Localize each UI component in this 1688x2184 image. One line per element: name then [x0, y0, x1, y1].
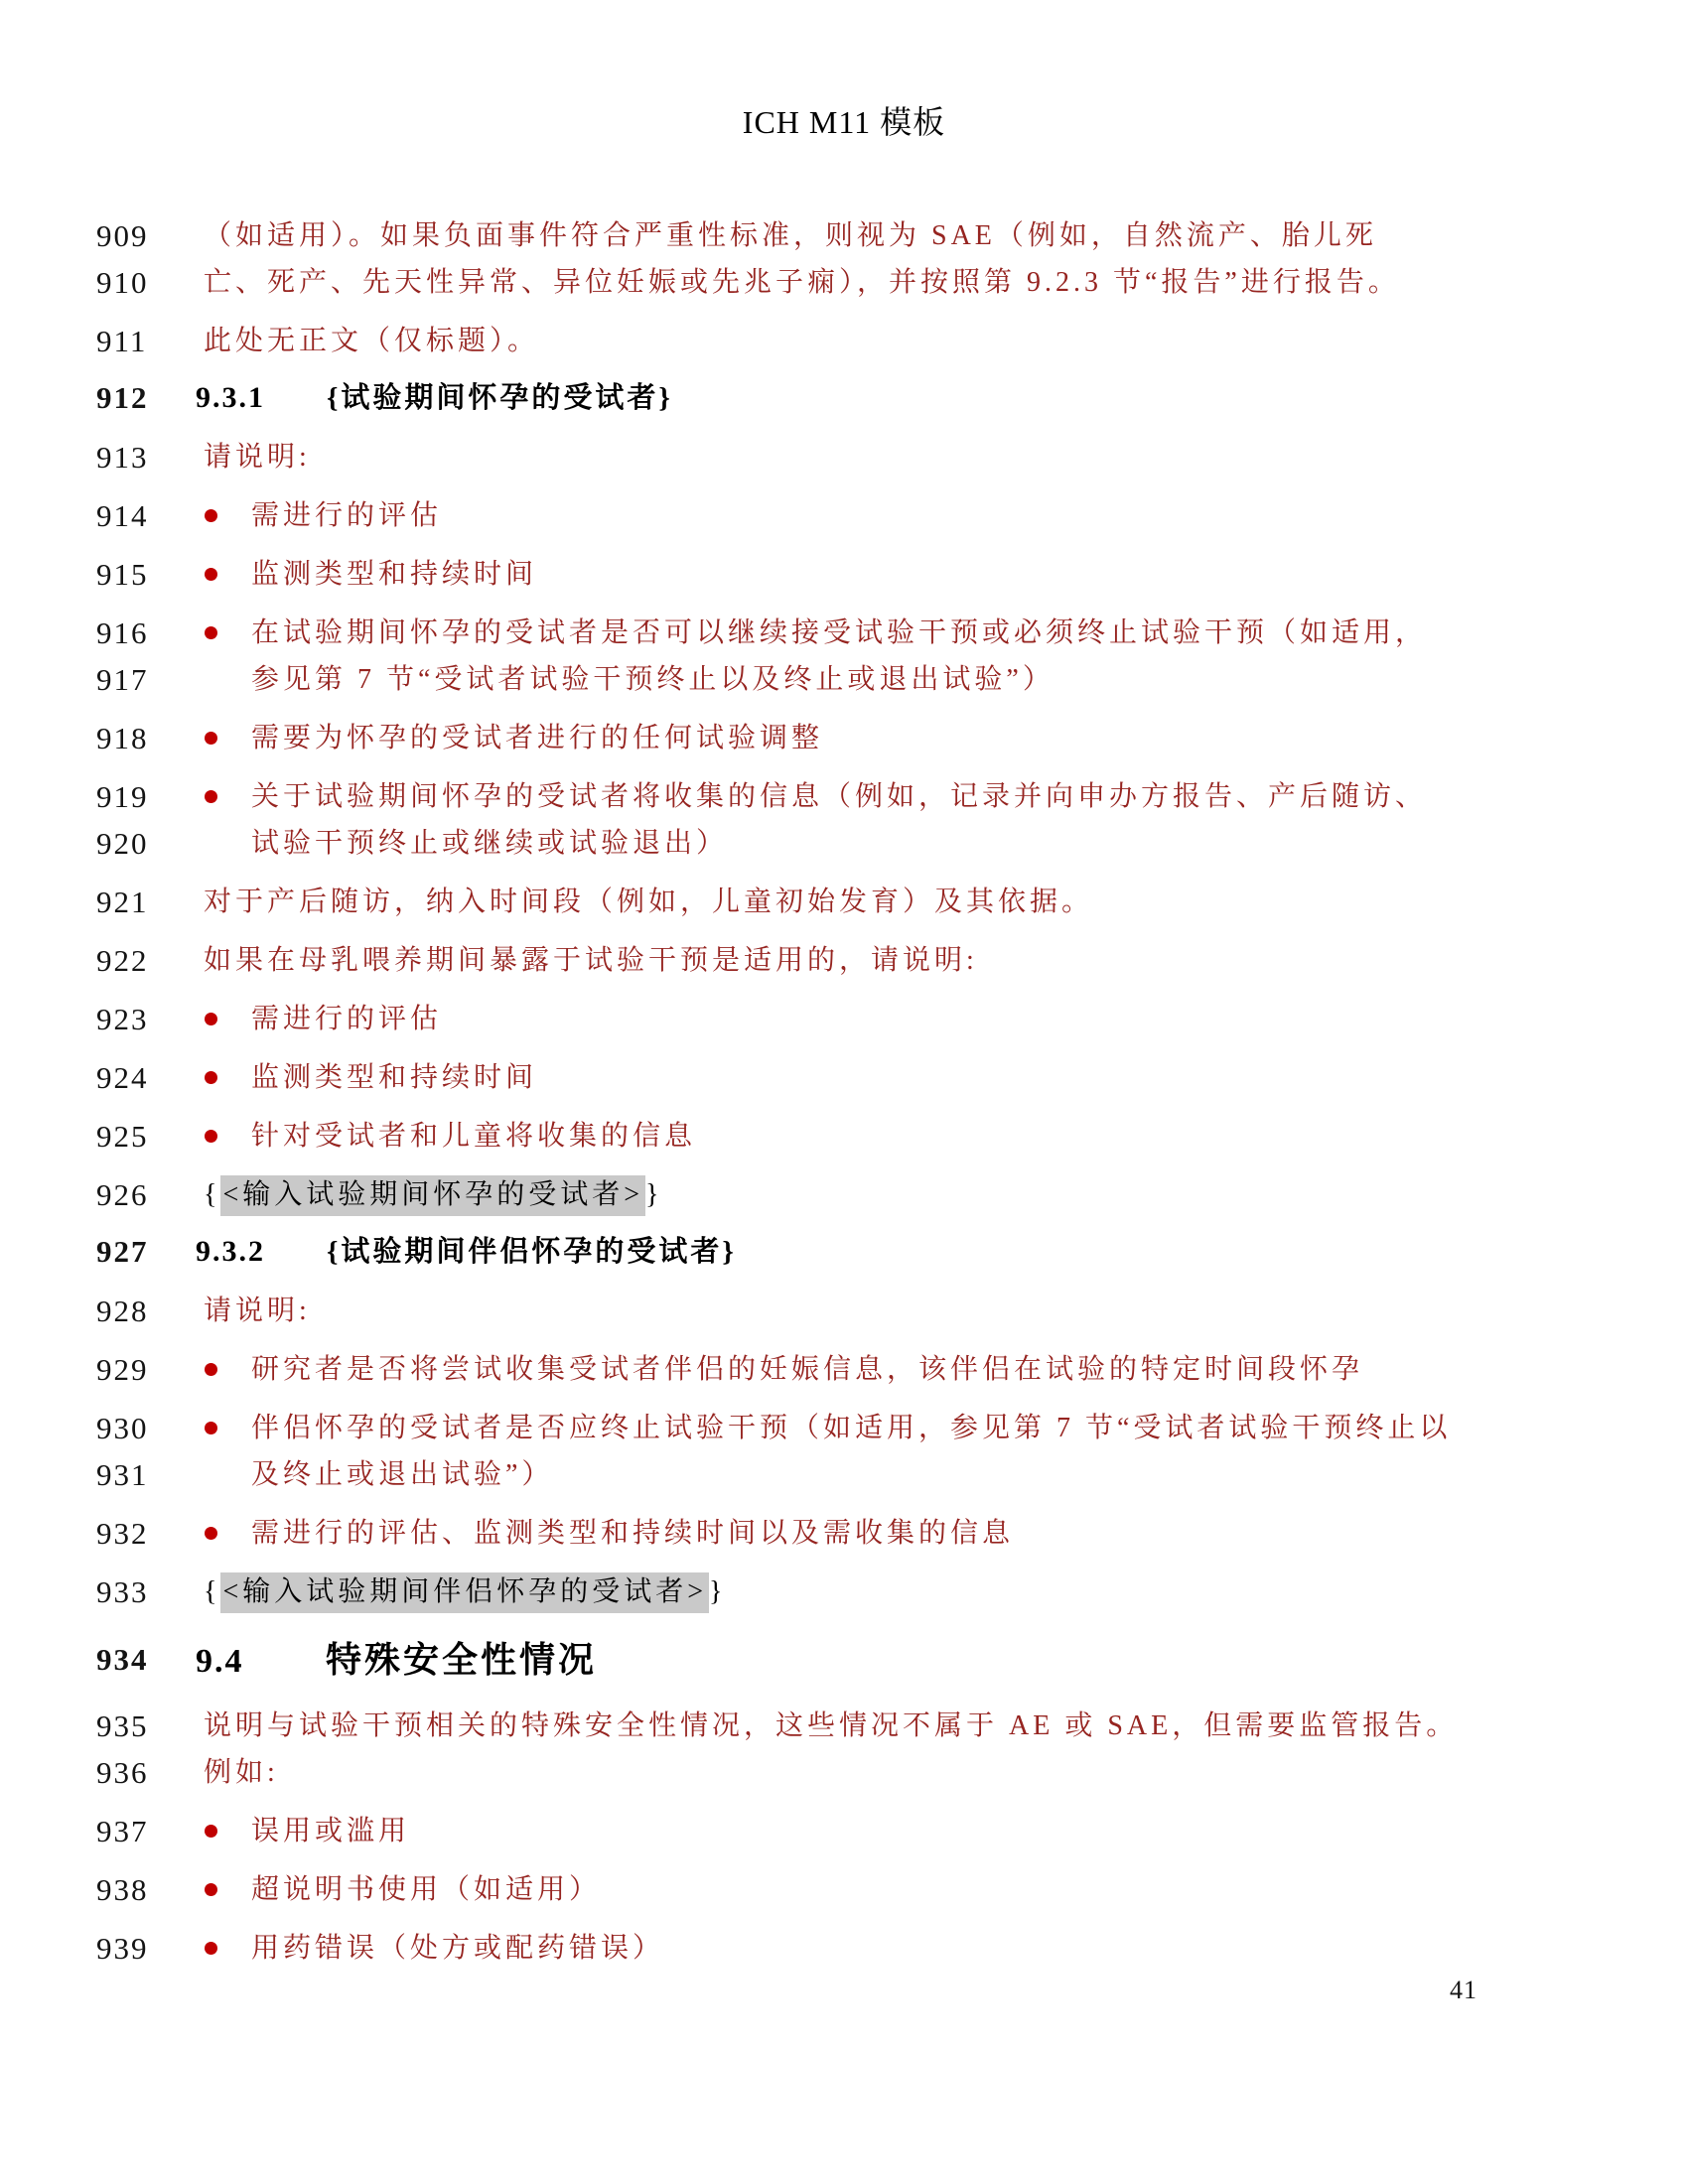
line-number: 924 — [96, 1060, 149, 1095]
section-number: 9.4 — [196, 1643, 244, 1680]
section-title: {试验期间伴侣怀孕的受试者} — [327, 1236, 737, 1268]
line-text: 对于产后随访，纳入时间段（例如，儿童初始发育）及其依据。 — [204, 887, 1094, 917]
line-text: 说明与试验干预相关的特殊安全性情况，这些情况不属于 AE 或 SAE，但需要监管报告。 — [204, 1710, 1459, 1741]
line-text: 请说明: — [204, 1296, 311, 1326]
line-text: 针对受试者和儿童将收集的信息 — [251, 1121, 697, 1152]
section-title: 特殊安全性情况 — [326, 1640, 598, 1680]
line-text: 监测类型和持续时间 — [251, 1062, 538, 1093]
line-number: 911 — [96, 324, 148, 358]
line-text: 例如: — [204, 1757, 279, 1788]
line-915-bullet-item — [0, 551, 1688, 598]
bullet-icon — [205, 1130, 217, 1143]
line-number: 937 — [96, 1814, 149, 1848]
line-text: 试验干预终止或继续或试验退出） — [251, 828, 729, 859]
line-919-bullet-item — [0, 773, 1688, 820]
line-text: 用药错误（处方或配药错误） — [251, 1933, 665, 1964]
line-number: 913 — [96, 440, 149, 475]
line-text: 超说明书使用（如适用） — [251, 1874, 602, 1905]
line-931 — [0, 1451, 1688, 1498]
bullet-icon — [205, 568, 217, 581]
line-text: 需进行的评估 — [251, 500, 443, 531]
line-928 — [0, 1288, 1688, 1334]
line-number: 918 — [96, 721, 149, 755]
bullet-icon — [205, 790, 217, 803]
line-912-section-heading — [0, 374, 1688, 422]
section-number: 9.3.2 — [196, 1235, 265, 1268]
line-number: 920 — [96, 826, 149, 861]
line-927-section-heading — [0, 1228, 1688, 1276]
line-916-bullet-item — [0, 610, 1688, 656]
line-922 — [0, 937, 1688, 984]
line-909 — [0, 212, 1688, 259]
line-text: 关于试验期间怀孕的受试者将收集的信息（例如，记录并向申办方报告、产后随访、 — [251, 781, 1428, 812]
highlighted-input-field: <输入试验期间伴侣怀孕的受试者> — [220, 1572, 709, 1613]
line-number: 935 — [96, 1708, 149, 1743]
line-number: 922 — [96, 943, 149, 978]
line-918-bullet-item — [0, 715, 1688, 761]
section-title: {试验期间怀孕的受试者} — [327, 382, 673, 414]
line-920 — [0, 820, 1688, 867]
bullet-icon — [205, 1071, 217, 1084]
bullet-icon — [205, 732, 217, 745]
line-number: 933 — [96, 1574, 149, 1609]
line-number: 921 — [96, 885, 149, 919]
document-body — [0, 201, 1688, 1972]
close-brace: } — [645, 1179, 663, 1210]
line-937-bullet-item — [0, 1808, 1688, 1854]
bullet-icon — [205, 1527, 217, 1540]
line-text: 请说明: — [204, 442, 311, 473]
line-933-input-placeholder — [0, 1569, 1688, 1615]
line-930-bullet-item — [0, 1405, 1688, 1451]
line-923-bullet-item — [0, 996, 1688, 1042]
open-brace: { — [204, 1576, 221, 1607]
line-text: 误用或滥用 — [251, 1816, 411, 1846]
line-text: 研究者是否将尝试收集受试者伴侣的妊娠信息，该伴侣在试验的特定时间段怀孕 — [251, 1354, 1364, 1385]
open-brace: { — [204, 1179, 221, 1210]
line-936 — [0, 1749, 1688, 1796]
line-number: 915 — [96, 557, 149, 592]
bullet-icon — [205, 1363, 217, 1376]
line-number: 919 — [96, 779, 149, 814]
line-text: 监测类型和持续时间 — [251, 559, 538, 590]
line-number: 929 — [96, 1352, 149, 1387]
line-number: 917 — [96, 662, 149, 697]
line-938-bullet-item — [0, 1866, 1688, 1913]
line-925-bullet-item — [0, 1113, 1688, 1160]
section-number: 9.3.1 — [196, 381, 265, 414]
line-number: 926 — [96, 1177, 149, 1212]
line-text: （如适用）。如果负面事件符合严重性标准，则视为 SAE（例如，自然流产、胎儿死 — [204, 220, 1377, 251]
line-917 — [0, 656, 1688, 703]
line-913 — [0, 434, 1688, 480]
line-number: 914 — [96, 498, 149, 533]
line-number: 925 — [96, 1119, 149, 1154]
line-text: 及终止或退出试验”） — [251, 1459, 554, 1490]
line-text: 需进行的评估 — [251, 1004, 443, 1034]
line-932-bullet-item — [0, 1510, 1688, 1557]
line-number: 928 — [96, 1294, 149, 1328]
line-text: 在试验期间怀孕的受试者是否可以继续接受试验干预或必须终止试验干预（如适用， — [251, 617, 1428, 648]
line-number: 938 — [96, 1872, 149, 1907]
line-number: 936 — [96, 1755, 149, 1790]
line-934-section-heading — [0, 1633, 1688, 1691]
line-926-input-placeholder — [0, 1171, 1688, 1218]
line-number: 934 — [96, 1642, 149, 1677]
line-text: 伴侣怀孕的受试者是否应终止试验干预（如适用，参见第 7 节“受试者试验干预终止以 — [251, 1413, 1452, 1443]
line-921 — [0, 879, 1688, 925]
line-number: 923 — [96, 1002, 149, 1036]
line-935 — [0, 1703, 1688, 1749]
bullet-icon — [205, 1883, 217, 1896]
line-number: 910 — [96, 265, 149, 300]
line-number: 930 — [96, 1411, 149, 1445]
line-number: 916 — [96, 615, 149, 650]
bullet-icon — [205, 1825, 217, 1838]
page-number: 41 — [1450, 1976, 1477, 2004]
close-brace: } — [709, 1576, 727, 1607]
bullet-icon — [205, 509, 217, 522]
document-header-title: ICH M11 模板 — [742, 104, 946, 140]
line-939-bullet-item — [0, 1925, 1688, 1972]
line-924-bullet-item — [0, 1054, 1688, 1101]
line-text: 此处无正文（仅标题）。 — [204, 326, 540, 356]
bullet-icon — [205, 1422, 217, 1434]
line-929-bullet-item — [0, 1346, 1688, 1393]
line-text: 需要为怀孕的受试者进行的任何试验调整 — [251, 723, 824, 753]
line-number: 931 — [96, 1457, 149, 1492]
line-number: 932 — [96, 1516, 149, 1551]
bullet-icon — [205, 626, 217, 639]
line-number: 912 — [96, 380, 149, 415]
line-914-bullet-item — [0, 492, 1688, 539]
line-number: 909 — [96, 218, 149, 253]
line-911 — [0, 318, 1688, 364]
line-910 — [0, 259, 1688, 306]
bullet-icon — [205, 1013, 217, 1025]
line-text: 亡、死产、先天性异常、异位妊娠或先兆子痫），并按照第 9.2.3 节“报告”进行报告。 — [204, 267, 1400, 298]
line-number: 927 — [96, 1234, 149, 1269]
bullet-icon — [205, 1942, 217, 1955]
line-text: 需进行的评估、监测类型和持续时间以及需收集的信息 — [251, 1518, 1015, 1549]
highlighted-input-field: <输入试验期间怀孕的受试者> — [220, 1175, 645, 1216]
line-text: 如果在母乳喂养期间暴露于试验干预是适用的，请说明: — [204, 945, 978, 976]
line-number: 939 — [96, 1931, 149, 1966]
line-text: 参见第 7 节“受试者试验干预终止以及终止或退出试验”） — [251, 664, 1055, 695]
